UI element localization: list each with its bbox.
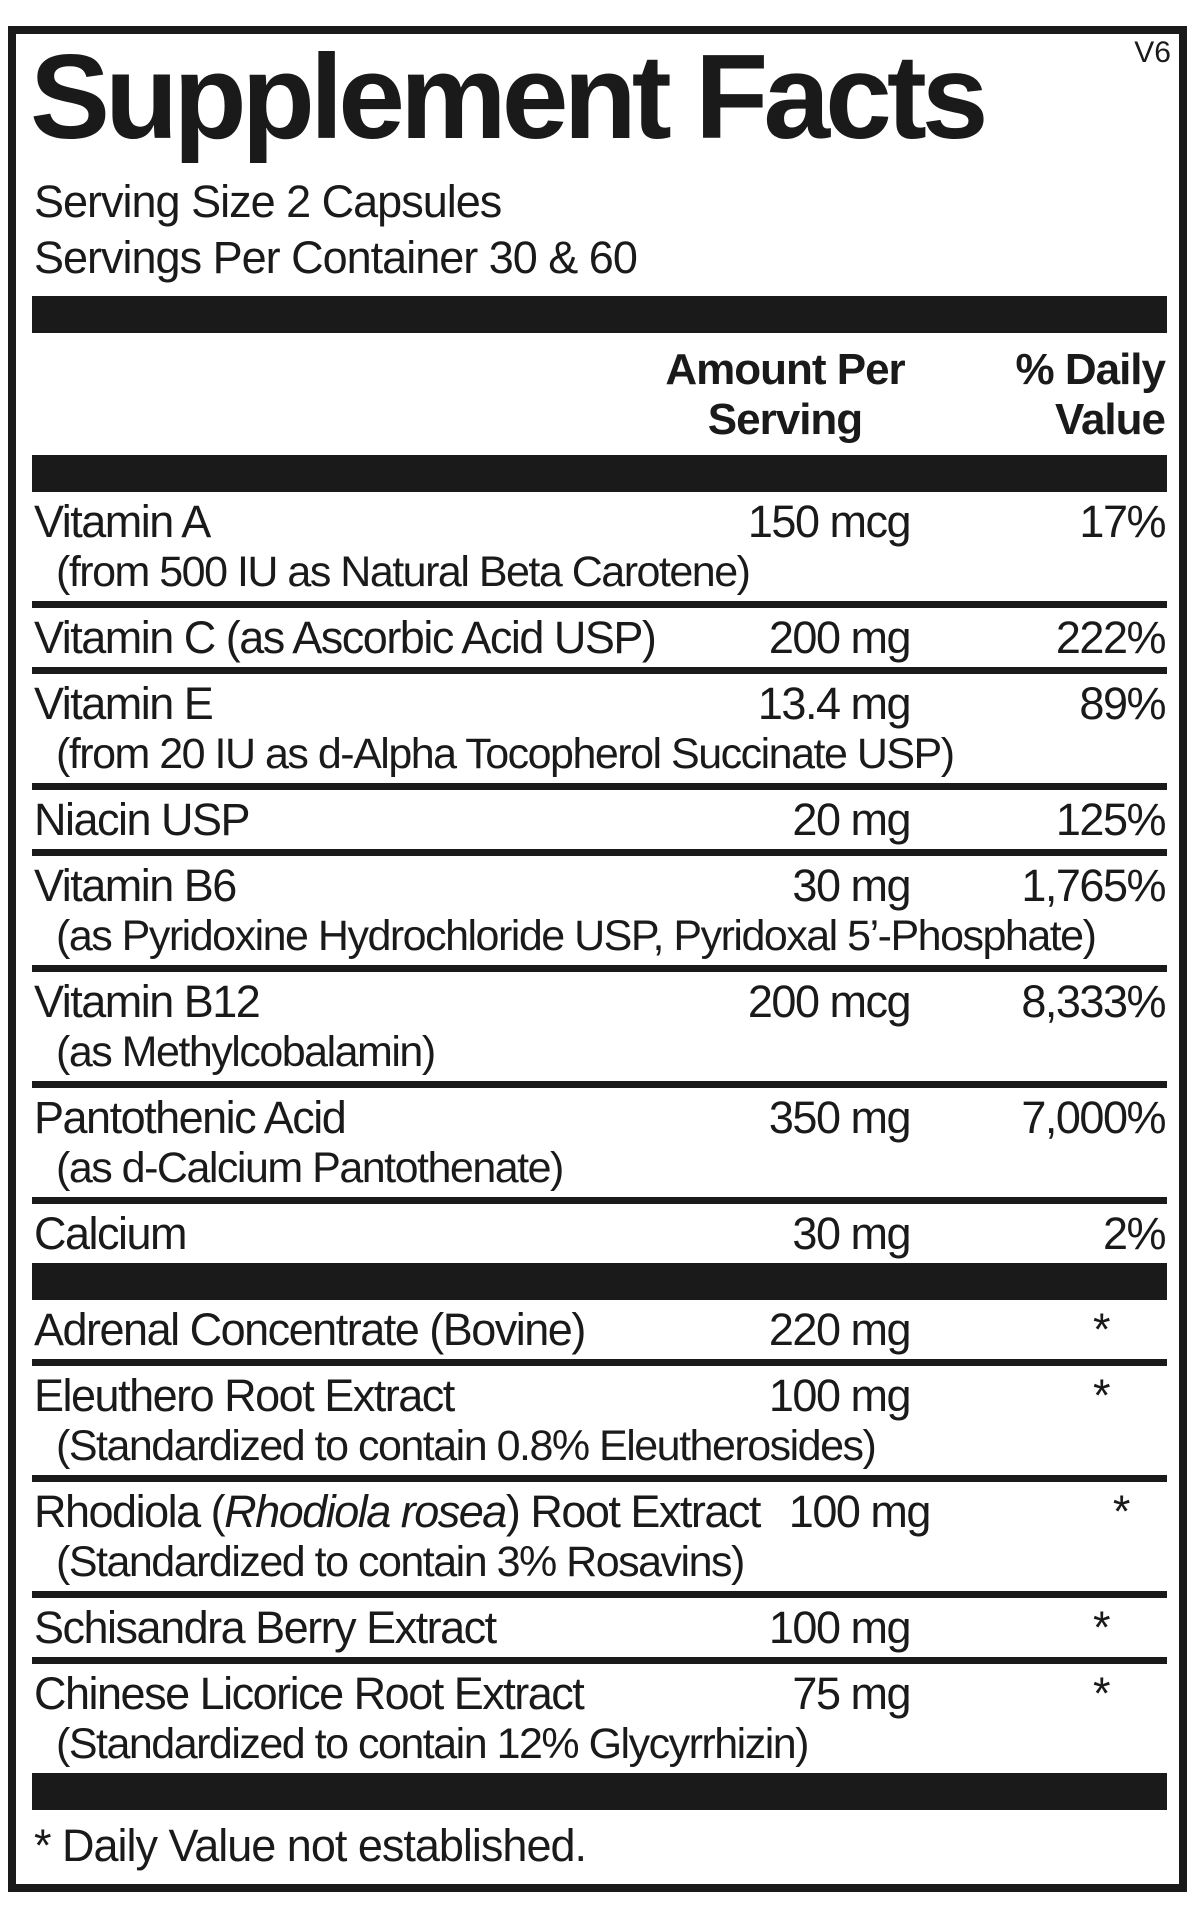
table-row: [34, 1204, 1165, 1263]
table-row: [34, 674, 1165, 783]
ingredient-amount: 100 mg: [788, 1486, 930, 1537]
ingredient-amount: 200 mcg: [747, 976, 910, 1027]
row-separator: [32, 601, 1167, 608]
page-title: Supplement Facts: [30, 30, 984, 164]
row-separator: [32, 783, 1167, 790]
footnote-text: * Daily Value not established.: [34, 1820, 587, 1871]
ingredient-name: Niacin USP: [34, 794, 250, 845]
ingredient-name-part: ) Root Extract: [505, 1486, 760, 1537]
serving-size-text: Serving Size 2 Capsules: [34, 176, 502, 227]
ingredient-detail: (Standardized to contain 0.8% Eleutherosides): [56, 1422, 876, 1470]
botanicals-section: [34, 1300, 1165, 1773]
ingredient-name: Vitamin C (as Ascorbic Acid USP): [34, 612, 656, 663]
column-header-percent-daily-value: [915, 345, 1165, 445]
table-row: [34, 1088, 1165, 1197]
ingredient-name: Calcium: [34, 1208, 187, 1259]
thick-divider-bar: [32, 1263, 1167, 1300]
header-dv-line1: % Daily: [1015, 345, 1165, 394]
row-separator: [32, 1657, 1167, 1664]
ingredient-detail: (Standardized to contain 3% Rosavins): [56, 1538, 744, 1586]
servings-per-container-text: Servings Per Container 30 & 60: [34, 232, 637, 283]
table-header-row: [34, 333, 1165, 455]
header-amount-line1: Amount Per: [665, 345, 905, 394]
ingredient-amount: 100 mg: [768, 1370, 910, 1421]
table-row: [34, 972, 1165, 1081]
row-separator: [32, 965, 1167, 972]
ingredient-daily-value: 8,333%: [1021, 976, 1165, 1027]
ingredient-name: Vitamin A: [34, 496, 210, 547]
ingredient-daily-value: 222%: [1055, 612, 1165, 663]
row-separator: [32, 1475, 1167, 1482]
ingredient-amount: 30 mg: [792, 1208, 910, 1259]
thick-divider-bar: [32, 1773, 1167, 1810]
ingredient-amount: 200 mg: [768, 612, 910, 663]
table-row: [34, 1366, 1165, 1475]
ingredient-amount: 13.4 mg: [757, 678, 910, 729]
ingredient-name-part: Rhodiola (: [34, 1486, 225, 1537]
ingredient-name: Schisandra Berry Extract: [34, 1602, 496, 1653]
ingredient-detail: (Standardized to contain 12% Glycyrrhizin): [56, 1720, 808, 1768]
row-separator: [32, 1591, 1167, 1598]
ingredient-daily-value: *: [1092, 1304, 1109, 1355]
table-row: [34, 608, 1165, 667]
ingredient-amount: 100 mg: [768, 1602, 910, 1653]
ingredient-detail: (as Pyridoxine Hydrochloride USP, Pyridoxal 5’-Phosphate): [56, 912, 1096, 960]
ingredient-detail: (as Methylcobalamin): [56, 1028, 435, 1076]
ingredient-detail: (from 20 IU as d-Alpha Tocopherol Succinate USP): [56, 730, 954, 778]
ingredient-detail: (from 500 IU as Natural Beta Carotene): [56, 548, 750, 596]
ingredient-name: Chinese Licorice Root Extract: [34, 1668, 584, 1719]
column-header-amount-per-serving: [655, 345, 915, 445]
table-row: [34, 1664, 1165, 1773]
table-row: [34, 856, 1165, 965]
ingredient-amount: 150 mcg: [747, 496, 910, 547]
row-separator: [32, 1359, 1167, 1366]
ingredient-amount: 350 mg: [768, 1092, 910, 1143]
ingredient-daily-value: 7,000%: [1021, 1092, 1165, 1143]
table-row: [34, 1598, 1165, 1657]
ingredient-amount: 220 mg: [768, 1304, 910, 1355]
header-spacer: [34, 345, 655, 445]
supplement-facts-label: [8, 26, 1187, 1892]
vitamins-section: [34, 492, 1165, 1263]
table-row: [34, 790, 1165, 849]
row-separator: [32, 667, 1167, 674]
ingredient-name: Vitamin E: [34, 678, 213, 729]
thick-divider-bar: [32, 296, 1167, 333]
ingredient-daily-value: 1,765%: [1021, 860, 1165, 911]
ingredient-amount: 20 mg: [792, 794, 910, 845]
thick-divider-bar: [32, 455, 1167, 492]
ingredient-daily-value: 2%: [1102, 1208, 1165, 1259]
ingredient-daily-value: *: [1112, 1486, 1129, 1537]
ingredient-daily-value: 89%: [1079, 678, 1165, 729]
ingredient-name: Eleuthero Root Extract: [34, 1370, 454, 1421]
ingredient-daily-value: 17%: [1079, 496, 1165, 547]
ingredient-amount: 75 mg: [792, 1668, 910, 1719]
version-tag: V6: [1134, 36, 1171, 69]
ingredient-name: Vitamin B6: [34, 860, 236, 911]
ingredient-name: Pantothenic Acid: [34, 1092, 346, 1143]
row-separator: [32, 1081, 1167, 1088]
row-separator: [32, 849, 1167, 856]
header-dv-line2: Value: [1055, 395, 1165, 444]
row-separator: [32, 1197, 1167, 1204]
ingredient-daily-value: 125%: [1055, 794, 1165, 845]
ingredient-name: Adrenal Concentrate (Bovine): [34, 1304, 585, 1355]
ingredient-name: [34, 1487, 760, 1537]
ingredient-name: Vitamin B12: [34, 976, 260, 1027]
ingredient-daily-value: *: [1092, 1370, 1109, 1421]
table-row: [34, 492, 1165, 601]
ingredient-daily-value: *: [1092, 1602, 1109, 1653]
table-row: [34, 1482, 1165, 1591]
ingredient-amount: 30 mg: [792, 860, 910, 911]
ingredient-detail: (as d-Calcium Pantothenate): [56, 1144, 563, 1192]
ingredient-name-italic: Rhodiola rosea: [224, 1486, 506, 1537]
header-amount-line2: Serving: [707, 395, 863, 444]
table-row: [34, 1300, 1165, 1359]
ingredient-daily-value: *: [1092, 1668, 1109, 1719]
